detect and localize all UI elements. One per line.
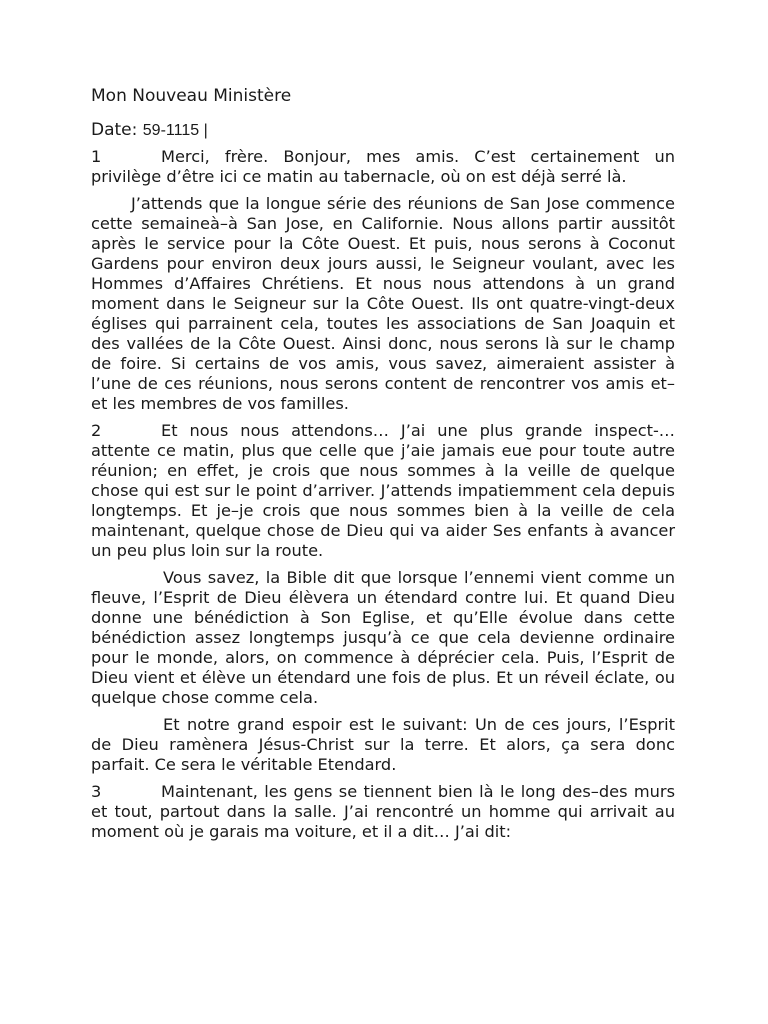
paragraph-text: Et nous nous attendons… J’ai une plus grande inspect-… attente ce matin, plus que celle que j’aie jamais eue pour toute autre réunion; en effet, je crois que nous sommes à la veille de quelque chose qui est sur le point d’arriver. J’attends impatiemment cela depuis longtemps. Et je–je crois que nous sommes bien à la veille de cela maintenant, quelque chose de Dieu qui va aider Ses enfants à avancer un peu plus loin sur la route. bbox=[91, 421, 675, 560]
paragraph-text: Merci, frère. Bonjour, mes amis. C’est certainement un privilège d’être ici ce matin au tabernacle, où on est déjà serré là. bbox=[91, 147, 675, 186]
paragraph bbox=[91, 715, 675, 775]
paragraph-text: J’attends que la longue série des réunions de San Jose commence cette semaineà–à San Jose, en Californie. Nous allons partir aussitôt après le service pour la Côte Ouest. Et puis, nous serons à Coconut Gardens pour environ deux jours aussi, le Seigneur voulant, avec les Hommes d’Affaires Chrétiens. Et nous nous attendons à un grand moment dans le Seigneur sur la Côte Ouest. Ils ont quatre-vingt-deux églises qui parrainent cela, toutes les associations de San Joaquin et des vallées de la Côte Ouest. Ainsi donc, nous serons là sur le champ de foire. Si certains de vos amis, vous savez, aimeraient assister à l’une de ces réunions, nous serons content de rencontrer vos amis et–et les membres de vos familles. bbox=[91, 194, 675, 413]
paragraph-number: 1 bbox=[91, 147, 102, 166]
paragraph bbox=[91, 782, 675, 842]
paragraph-text: Et notre grand espoir est le suivant: Un de ces jours, l’Esprit de Dieu ramènera Jésus-Christ sur la terre. Et alors, ça sera donc parfait. Ce sera le véritable Etendard. bbox=[91, 715, 675, 774]
document-title: Mon Nouveau Ministère bbox=[91, 86, 292, 106]
paragraph-text: Vous savez, la Bible dit que lorsque l’ennemi vient comme un fleuve, l’Esprit de Dieu élèvera un étendard contre lui. Et quand Dieu donne une bénédiction à Son Eglise, et qu’Elle évolue dans cette bénédiction assez longtemps jusqu’à ce que cela devienne ordinaire pour le monde, alors, on commence à déprécier cela. Puis, l’Esprit de Dieu vient et élève un étendard une fois de plus. Et un réveil éclate, ou quelque chose comme cela. bbox=[91, 568, 675, 707]
paragraph-text: Maintenant, les gens se tiennent bien là le long des–des murs et tout, partout dans la salle. J’ai rencontré un homme qui arrivait au moment où je garais ma voiture, et il a dit… J’ai dit: bbox=[91, 782, 675, 841]
date-label: Date: bbox=[91, 120, 138, 140]
paragraph bbox=[91, 568, 675, 708]
date-value: 59-1115 | bbox=[142, 122, 208, 139]
document-body bbox=[91, 84, 675, 849]
paragraph bbox=[91, 194, 675, 414]
paragraph bbox=[91, 147, 675, 187]
paragraph-number: 3 bbox=[91, 782, 102, 801]
paragraph bbox=[91, 421, 675, 561]
paragraph-number: 2 bbox=[91, 421, 102, 440]
date-line bbox=[91, 118, 675, 143]
